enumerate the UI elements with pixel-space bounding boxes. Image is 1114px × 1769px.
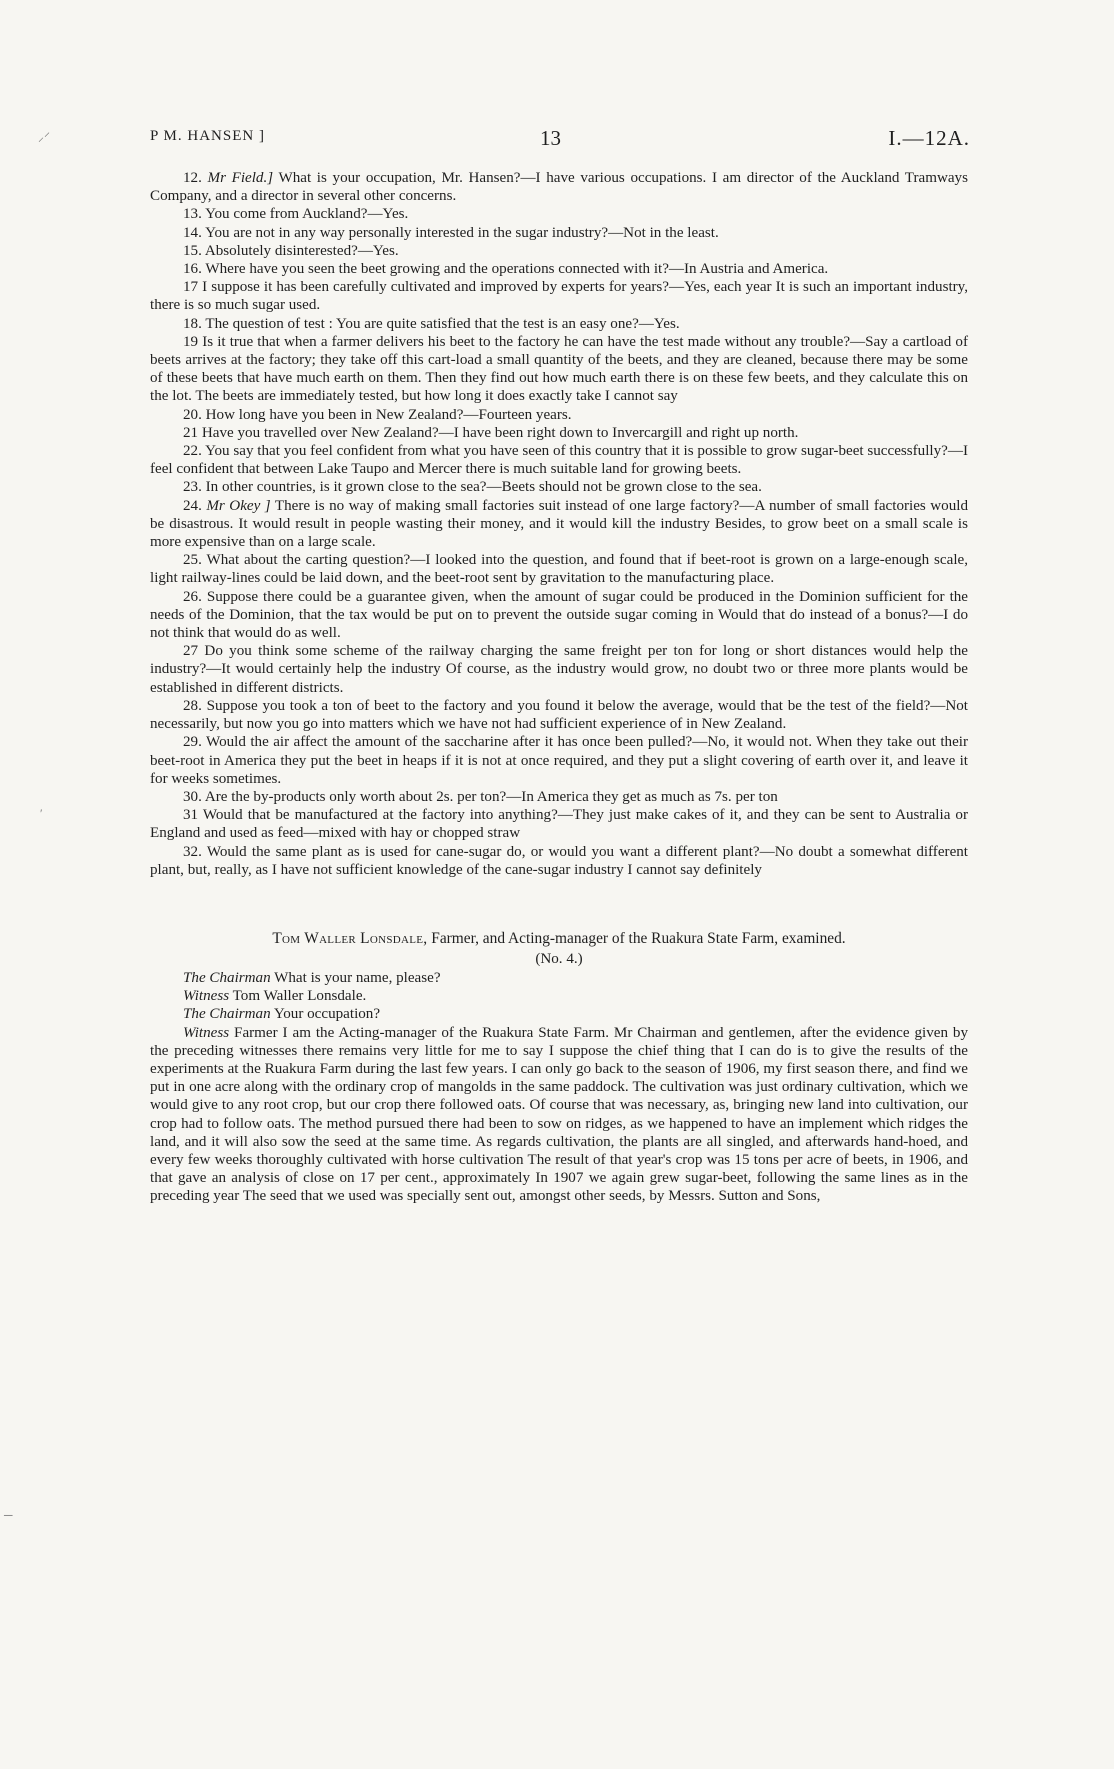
paragraph-28 (150, 697, 968, 733)
paragraph-text: Absolutely disinterested?—Yes. (204, 242, 399, 259)
paragraph-16 (150, 260, 968, 278)
dialogue-line (150, 1024, 968, 1206)
paragraph-number: 31 (183, 807, 203, 824)
paragraph-text: You say that you feel confident from what you have seen of this country that it is possible to grow sugar-beet successfully?—I feel confident that between Lake Taupo and Mercer there is much suitable land for growing beets. (150, 443, 968, 478)
paragraph-text: Suppose you took a ton of beet to the factory and you found it below the average, would that be the test of the field?—Not necessarily, but now you go into matters which we have not had sufficient experience of in New Zealand. (150, 697, 969, 733)
paragraph-number: 28. (183, 697, 207, 714)
paragraph-20 (150, 406, 968, 424)
dialogue-speaker: The Chairman (183, 1006, 271, 1023)
paragraph-text: Is it true that when a farmer delivers his beet to the factory he can have the test made without any trouble?—Say a cartload of beets arrives at the factory; they take off this cart-load a small quantity of the beets, and they are cleaned, because there may be some of these beets that have much earth on them. Then they find out how much earth there is on these few beets, and they calculate this on the lot. The beets are immediately tested, but how long it does exactly take I cannot say (150, 333, 968, 405)
paragraph-number: 17 (183, 279, 203, 296)
paragraph-number: 15. (183, 242, 205, 259)
paragraph-number: 27 (183, 643, 205, 660)
paragraph-number: 19 (183, 333, 203, 350)
document-body (150, 169, 968, 1206)
scan-speck: ─ (4, 1508, 13, 1522)
dialogue-line (150, 987, 968, 1005)
paragraph-number: 14. (183, 224, 206, 241)
scan-speck: ′ (40, 806, 43, 820)
paragraph-25 (150, 551, 968, 587)
paragraph-text: Would that be manufactured at the factory into anything?—They just make cakes of it, and they can be sent to Australia or England and used as feed—mixed with hay or chopped straw (150, 807, 968, 842)
witness-name: Tom Waller Lonsdale, (272, 929, 428, 947)
document-reference: I.—12A. (888, 126, 970, 150)
dialogue-line (150, 1005, 968, 1023)
paragraph-text: You come from Auckland?—Yes. (205, 206, 409, 223)
paragraph-32 (150, 843, 968, 879)
paragraph-text: What is your occupation, Mr. Hansen?—I have various occupations. I am director of the Auckland Tramways Company, and a director in several other concerns. (150, 170, 968, 205)
paragraph-number: 21 (183, 424, 202, 441)
dialogue-speaker: Witness (183, 1024, 230, 1041)
paragraph-14 (150, 224, 968, 242)
dialogue-speaker: Witness (183, 988, 230, 1005)
paragraph-18 (150, 315, 968, 333)
paragraph-24 (150, 497, 968, 552)
paragraph-13 (150, 205, 968, 223)
paragraph-text: Have you travelled over New Zealand?—I have been right down to Invercargill and right up north. (201, 424, 799, 441)
paragraph-text: What about the carting question?—I looked into the question, and found that if beet-root is grown on a large-enough scale, light railway-lines could be laid down, and the beet-root sent by gravitation to the manufacturing place. (150, 552, 968, 587)
paragraph-22 (150, 442, 968, 478)
witness-description: Farmer, and Acting-manager of the Ruakura State Farm, examined. (427, 929, 846, 947)
dialogue-speaker: The Chairman (183, 969, 271, 986)
dialogue-text: Tom Waller Lonsdale. (229, 988, 367, 1005)
witness-heading (150, 929, 968, 949)
paragraph-text: Suppose there could be a guarantee given, when the amount of sugar could be produced in the Dominion sufficient for the needs of the Dominion, that the tax would be put on to prevent the outside sugar coming in Would that do instead of a bonus?—I do not think that would do as well. (150, 588, 969, 642)
paragraph-number: 20. (183, 406, 206, 423)
dialogue-list (150, 969, 968, 1206)
paragraph-21 (150, 424, 968, 442)
speaker-name: Mr Okey ] (206, 497, 271, 514)
question-answer-list (150, 169, 968, 879)
paragraph-number: 22. (183, 443, 206, 460)
paragraph-number: 18. (183, 315, 206, 332)
dialogue-text: Your occupation? (270, 1006, 381, 1023)
paragraph-text: Where have you seen the beet growing and the operations connected with it?—In Austria and America. (205, 261, 829, 278)
paragraph-text: There is no way of making small factories suit instead of one large factory?—A number of small factories would be disastrous. It would result in people wasting their money, and it would kill the industry Besides, to grow beet on a small scale is more expensive than on a large scale. (150, 497, 969, 551)
paragraph-number: 13. (183, 206, 206, 223)
paragraph-text: Are the by-products only worth about 2s. per ton?—In America they get as much as 7s. per ton (204, 788, 778, 805)
paragraph-30 (150, 788, 968, 806)
paragraph-17 (150, 278, 968, 314)
paragraph-text: Would the same plant as is used for cane-sugar do, or would you want a different plant?—No doubt a somewhat different plant, but, really, as I have not sufficient knowledge of the cane-sugar industry I cannot say definitely (150, 843, 969, 878)
paragraph-text: Do you think some scheme of the railway charging the same freight per ton for long or short distances would help the industry?—It would certainly help the industry Of course, as the industry would grow, no doubt two or three more plants would be established in different districts. (150, 643, 968, 696)
paragraph-text: How long have you been in New Zealand?—Fourteen years. (205, 406, 572, 423)
page-header (150, 126, 970, 154)
paragraph-12 (150, 169, 968, 205)
paragraph-29 (150, 733, 968, 788)
paragraph-number: 26. (183, 588, 207, 605)
speaker-name: Mr Field.] (207, 170, 274, 186)
paragraph-text: You are not in any way personally interested in the sugar industry?—Not in the least. (205, 224, 719, 241)
paragraph-31 (150, 806, 968, 842)
scan-speck: ⸝⸍ (38, 130, 51, 144)
paragraph-text: Would the air affect the amount of the saccharine after it has once been pulled?—No, it would not. When they take out their beet-root in America they put the beet in heaps if it is not at once required, and they put a slight covering of earth over it, and leave it for weeks sometimes. (150, 734, 968, 787)
paragraph-26 (150, 588, 968, 643)
paragraph-number: 12. (183, 170, 208, 186)
witness-number: (No. 4.) (535, 950, 583, 967)
page-number: 13 (540, 126, 561, 150)
section-gap (150, 879, 968, 929)
paragraph-number: 23. (183, 479, 206, 496)
paragraph-number: 25. (183, 552, 207, 569)
paragraph-27 (150, 642, 968, 697)
paragraph-text: In other countries, is it grown close to the sea?—Beets should not be grown close to the sea. (205, 479, 762, 496)
paragraph-number: 29. (183, 734, 207, 751)
paragraph-text: I suppose it has been carefully cultivated and improved by experts for years?—Yes, each year It is such an important industry, there is so much sugar used. (150, 279, 969, 314)
paragraph-number: 32. (183, 843, 207, 860)
paragraph-19 (150, 333, 968, 406)
dialogue-text: What is your name, please? (270, 969, 441, 986)
dialogue-line (150, 969, 968, 987)
paragraph-23 (150, 478, 968, 496)
paragraph-number: 24. (183, 497, 207, 514)
paragraph-number: 30. (183, 788, 205, 805)
paragraph-15 (150, 242, 968, 260)
paragraph-number: 16. (183, 261, 206, 278)
header-witness-name: P M. HANSEN ] (150, 128, 265, 144)
dialogue-text: Farmer I am the Acting-manager of the Ruakura State Farm. Mr Chairman and gentlemen, after the evidence given by the preceding witnesses there remains very little for me to say I suppose the chief thing that I can do is to give the results of the experiments at the Ruakura Farm during the last few years. I can only go back to the season of 1906, my first season there, and find we put in one acre along with the ordinary crop of mangolds in the same paddock. The cultivation was just ordinary cultivation, which we would give to any root crop, but our crop there followed oats. Of course that was necessary, as, bringing new land into cultivation, our crop had to follow oats. The method pursued there had been to sow on ridges, as we happened to have an implement which ridges the land, and it will also sow the seed at the same time. As regards cultivation, the plants are all singled, and afterwards hand-hoed, and every few weeks thoroughly cultivated with horse cultivation The result of that year's crop was 15 tons per acre of beets, in 1906, and that gave an analysis of close on 17 per cent., approximately In 1907 we again grew sugar-beet, following the same lines as in the preceding year The seed that we used was specially sent out, amongst other seeds, by Messrs. Sutton and Sons, (150, 1024, 968, 1205)
paragraph-text: The question of test : You are quite satisfied that the test is an easy one?—Yes. (205, 315, 680, 332)
